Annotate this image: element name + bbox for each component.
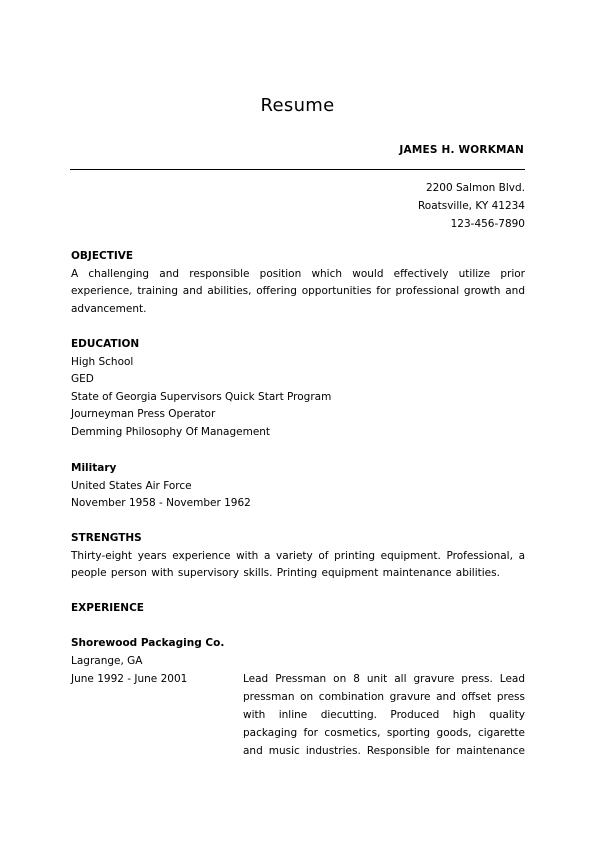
document-title: Resume [260, 95, 335, 116]
job-company: Shorewood Packaging Co. [71, 637, 225, 649]
objective-text: A challenging and responsible position which would effectively utilize prior experience, training and abilities, offering opportunities for professional growth and advancement. [71, 267, 525, 315]
education-item: State of Georgia Supervisors Quick Start Program [71, 390, 332, 403]
education-item: GED [71, 373, 94, 385]
strengths-heading: STRENGTHS [71, 532, 142, 544]
military-section [71, 460, 525, 513]
job-meta [71, 634, 241, 688]
strengths-section [71, 530, 525, 583]
experience-section [71, 600, 525, 618]
header-divider [70, 169, 525, 170]
education-section [71, 336, 525, 441]
job-description: Lead Pressman on 8 unit all gravure press. Lead pressman on combination gravure and offset press with inline diecutting. Produced high quality packaging for cosmetics, sporting goods, cigarette and music industries. Responsible for maintenance [243, 673, 525, 757]
address-phone: 123-456-7890 [450, 218, 525, 230]
contact-address [418, 179, 525, 233]
education-item: Demming Philosophy Of Management [71, 425, 271, 438]
military-heading: Military [71, 462, 117, 474]
applicant-name: JAMES H. WORKMAN [399, 144, 524, 156]
education-item: Journeyman Press Operator [71, 408, 216, 420]
military-branch: United States Air Force [71, 479, 192, 492]
military-dates: November 1958 - November 1962 [71, 497, 251, 509]
objective-section [71, 248, 525, 318]
address-city: Roatsville, KY 41234 [417, 200, 525, 212]
strengths-text: Thirty-eight years experience with a variety of printing equipment. Professional, a people person with supervisory skills. Printing equipment maintenance abilities. [71, 549, 525, 579]
job-location: Lagrange, GA [71, 655, 143, 667]
objective-heading: OBJECTIVE [71, 250, 134, 262]
education-heading: EDUCATION [71, 338, 140, 350]
job-dates: June 1992 - June 2001 [71, 673, 188, 685]
experience-heading: EXPERIENCE [71, 602, 144, 614]
education-item: High School [71, 355, 134, 368]
address-street: 2200 Salmon Blvd. [425, 182, 525, 194]
